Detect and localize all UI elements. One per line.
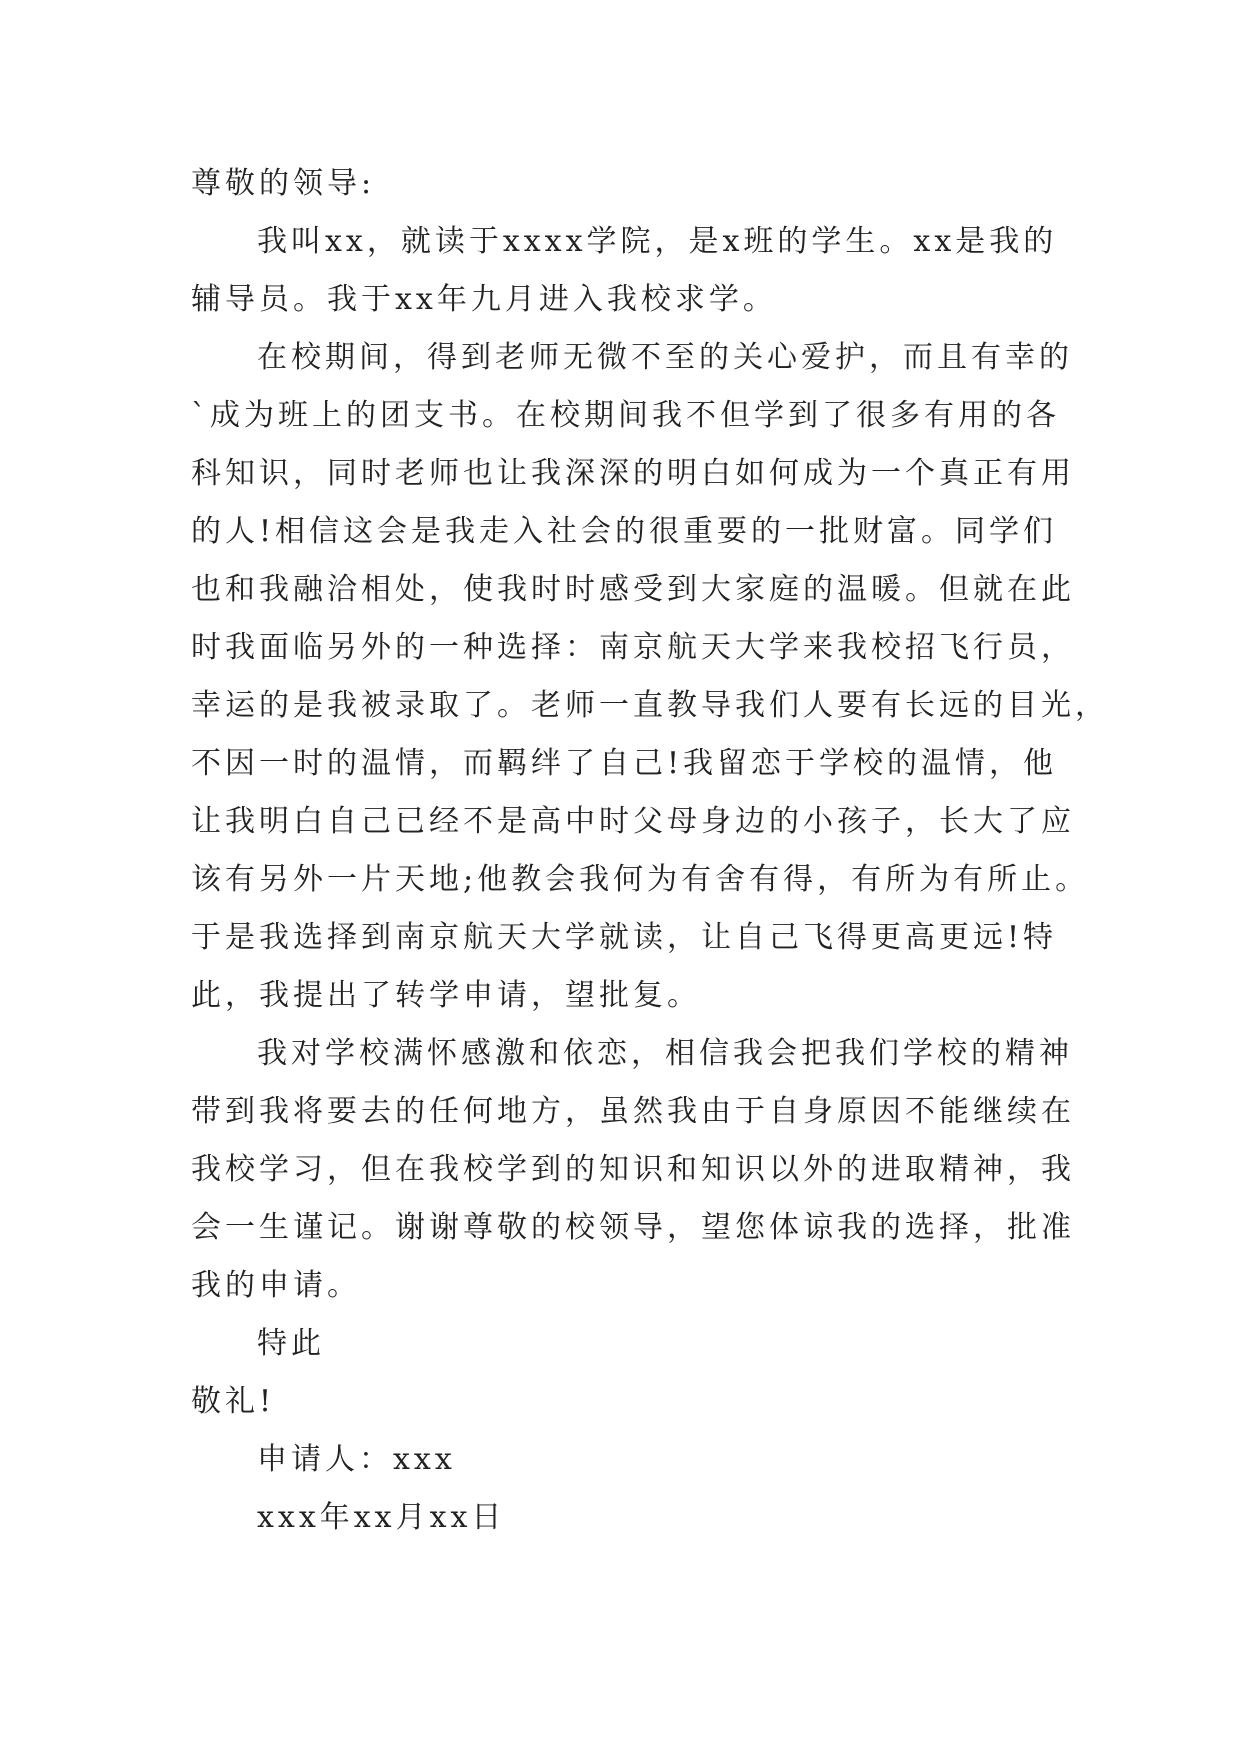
paragraph-line: 我的申请。 <box>191 1268 361 1303</box>
paragraph-line: 在校期间，得到老师无微不至的关心爱护，而且有幸的 <box>257 340 1073 375</box>
paragraph-line: 幸运的是我被录取了。老师一直教导我们人要有长远的目光， <box>191 688 1109 723</box>
paragraph-line: 我叫xx，就读于xxxx学院，是x班的学生。xx是我的 <box>257 224 1058 259</box>
paragraph-line: 会一生谨记。谢谢尊敬的校领导，望您体谅我的选择，批准 <box>191 1210 1075 1245</box>
paragraph-line: 此，我提出了转学申请，望批复。 <box>191 978 701 1013</box>
paragraph-line: 辅导员。我于xx年九月进入我校求学。 <box>191 282 777 317</box>
paragraph-line: 让我明白自己已经不是高中时父母身边的小孩子，长大了应 <box>191 804 1075 839</box>
paragraph-line: 我对学校满怀感激和依恋，相信我会把我们学校的精神 <box>257 1036 1073 1071</box>
paragraph-line: 的人!相信这会是我走入社会的很重要的一批财富。同学们 <box>191 514 1058 549</box>
salutation-line: 尊敬的领导: <box>191 166 376 201</box>
paragraph-line: 不因一时的温情，而羁绊了自己!我留恋于学校的温情，他 <box>191 746 1058 781</box>
applicant-line: 申请人：xxx <box>257 1442 456 1477</box>
closing-line: 特此 <box>257 1326 325 1361</box>
paragraph-line: 时我面临另外的一种选择：南京航天大学来我校招飞行员， <box>191 630 1075 665</box>
paragraph-line: 我校学习，但在我校学到的知识和知识以外的进取精神，我 <box>191 1152 1075 1187</box>
date-line: xxx年xx月xx日 <box>257 1500 506 1535</box>
paragraph-line: 科知识，同时老师也让我深深的明白如何成为一个真正有用 <box>191 456 1075 491</box>
closing-salute: 敬礼! <box>191 1384 276 1419</box>
paragraph-line: `成为班上的团支书。在校期间我不但学到了很多有用的各 <box>191 398 1060 433</box>
letter-body <box>191 155 1109 1547</box>
paragraph-line: 该有另外一片天地;他教会我何为有舍有得，有所为有所止。 <box>191 862 1090 897</box>
paragraph-line: 于是我选择到南京航天大学就读，让自己飞得更高更远!特 <box>191 920 1058 955</box>
paragraph-line: 也和我融洽相处，使我时时感受到大家庭的温暖。但就在此 <box>191 572 1075 607</box>
paragraph-line: 带到我将要去的任何地方，虽然我由于自身原因不能继续在 <box>191 1094 1075 1129</box>
